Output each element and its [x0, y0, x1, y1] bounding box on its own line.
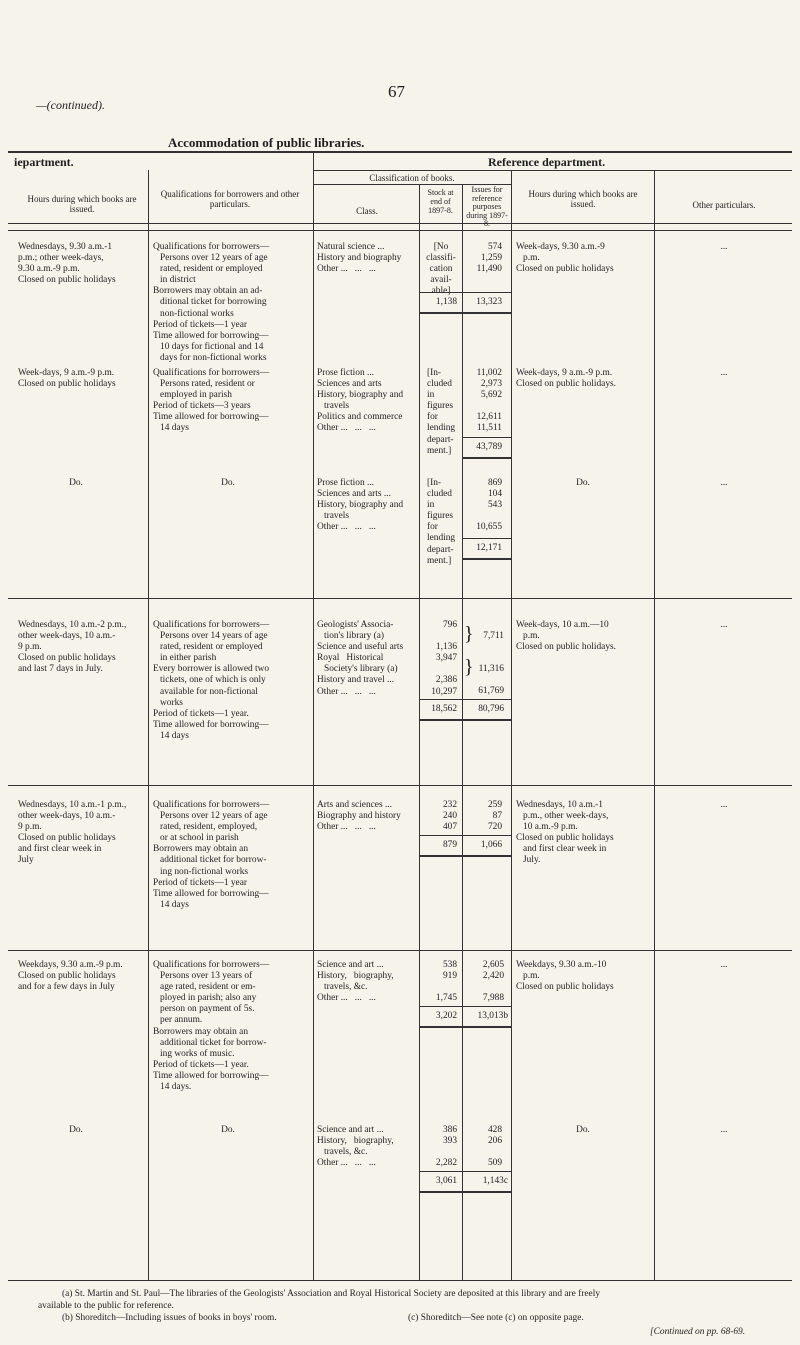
total-rule: [420, 1171, 511, 1172]
col-line-1: [148, 170, 149, 1280]
col-line-3: [419, 184, 420, 1280]
block-4-issues-total: 80,796: [478, 704, 504, 714]
header-qualifications: Qualifications for borrowers and other particulars.: [160, 189, 300, 209]
block-3-classes: Prose fiction ... Sciences and arts ... History, biography and travels Other ... ... ...: [317, 478, 404, 533]
block-4-hours: Wednesdays, 10 a.m.-2 p.m., other week-days, 10 a.m.- 9 p.m. Closed on public holidays and last 7 days in July.: [18, 620, 127, 675]
block-4-issues-a: 7,711: [483, 631, 504, 641]
block-6-qualifications: Qualifications for borrowers— Persons over 13 years of age rated, resident or em- ployed in parish; also any person on payment of 5s. per annum. Borrowers may obtain an additional ticket for borrow- ing works of music. Period of tickets—1 year. Time allowed for borrowing— 14 days.: [153, 960, 270, 1093]
footnote-a: (a) St. Martin and St. Paul—The libraries of the Geologists' Association and Royal Historical Society are deposited at this library and are freely: [62, 1289, 601, 1299]
footnote-a-continued: available to the public for reference.: [38, 1301, 174, 1311]
block-6-stock: 538 919 1,745: [435, 960, 457, 1004]
block-6-other: ...: [720, 960, 728, 970]
continued-label: —(continued).: [36, 98, 105, 112]
block-5-hours-reference: Wednesdays, 10 a.m.-1 p.m., other week-days, 10 a.m.-9 p.m. Closed on public holidays and first clear week in July.: [516, 800, 614, 866]
col-line-6: [654, 170, 655, 1280]
block-rule: [8, 598, 792, 599]
header-stock: Stock at end of 1897-8.: [427, 188, 454, 215]
col-line-4: [462, 184, 463, 1280]
page-number: 67: [388, 82, 405, 101]
brace-glyph: }: [464, 656, 474, 678]
block-2-hours: Week-days, 9 a.m.-9 p.m. Closed on public holidays: [18, 368, 116, 390]
block-2-issues: 11,002 2,973 5,692 12,611 11,511: [476, 368, 502, 434]
block-5-issues-total: 1,066: [480, 840, 502, 850]
bottom-rule: [8, 1280, 792, 1281]
block-7-classes: Science and art ... History, biography, travels, &c. Other ... ... ...: [317, 1125, 394, 1169]
total-rule: [463, 437, 511, 438]
block-2-stock: [In- cluded in figures for lending depart- ment.]: [427, 368, 456, 456]
block-1-stock-total: 1,138: [435, 297, 457, 307]
col-line-5: [511, 170, 512, 1280]
total-rule: [420, 855, 511, 857]
footnote-c: (c) Shoreditch—See note (c) on opposite page.: [408, 1313, 584, 1323]
block-3-other: ...: [720, 478, 728, 488]
total-rule: [420, 1191, 511, 1193]
block-1-classes: Natural science ... History and biography Other ... ... ...: [317, 242, 402, 275]
block-3-stock: [In- cluded in figures for lending depart- ment.]: [427, 478, 456, 566]
total-rule: [463, 457, 511, 459]
block-3-qualifications: Do.: [221, 478, 235, 488]
total-rule: [420, 699, 511, 700]
header-bottom-rule: [8, 223, 792, 224]
total-rule: [463, 538, 511, 539]
block-7-issues: 428 206 509: [487, 1125, 502, 1169]
block-7-qualifications: Do.: [221, 1125, 235, 1135]
table-title: Accommodation of public libraries.: [168, 135, 365, 150]
total-rule: [420, 719, 511, 721]
block-5-issues: 259 87 720: [487, 800, 502, 833]
block-7-hours-reference: Do.: [576, 1125, 590, 1135]
total-rule: [420, 292, 511, 293]
col-line-2: [313, 151, 314, 1280]
block-7-issues-total: 1,143c: [482, 1176, 508, 1186]
total-rule: [420, 1026, 511, 1028]
total-rule: [463, 558, 511, 560]
block-6-hours: Weekdays, 9.30 a.m.-9 p.m. Closed on public holidays and for a few days in July: [18, 960, 123, 993]
block-4-issues-c: 61,769: [478, 686, 504, 696]
block-5-other: ...: [720, 800, 728, 810]
block-rule: [8, 230, 792, 231]
block-1-hours-reference: Week-days, 9.30 a.m.-9 p.m. Closed on public holidays: [516, 242, 614, 275]
block-6-issues-total: 13,013b: [477, 1011, 508, 1021]
block-7-stock-total: 3,061: [435, 1176, 457, 1186]
block-1-issues: 574 1,259 11,490: [476, 242, 502, 275]
block-6-issues: 2,605 2,420 7,988: [482, 960, 504, 1004]
block-5-stock: 232 240 407: [442, 800, 457, 833]
block-5-classes: Arts and sciences ... Biography and history Other ... ... ...: [317, 800, 401, 833]
block-rule: [8, 950, 792, 951]
block-3-hours: Do.: [69, 478, 83, 488]
block-4-stock-total: 18,562: [431, 704, 457, 714]
header-issues: Issues for reference purposes during 1897-8.: [466, 185, 508, 228]
block-5-hours: Wednesdays, 10 a.m.-1 p.m., other week-days, 10 a.m.- 9 p.m. Closed on public holidays and first clear week in July: [18, 800, 127, 866]
block-1-stock: [No classifi- cation avail- able]: [426, 242, 456, 297]
block-1-hours: Wednesdays, 9.30 a.m.-1 p.m.; other week-days, 9.30 a.m.-9 p.m. Closed on public holidays: [18, 242, 116, 286]
lending-department-heading: iepartment.: [14, 155, 74, 169]
top-rule: [8, 151, 792, 153]
dept-rule: [313, 170, 792, 171]
block-1-issues-total: 13,323: [476, 297, 502, 307]
block-2-issues-total: 43,789: [476, 442, 502, 452]
block-4-qualifications: Qualifications for borrowers— Persons over 14 years of age rated, resident or employed in either parish Every borrower is allowed two tickets, one of which is only available for non-fictional works Period of tickets—1 year. Time allowed for borrowing— 14 days: [153, 620, 270, 741]
block-6-stock-total: 3,202: [435, 1011, 457, 1021]
block-1-other: ...: [720, 242, 728, 252]
block-1-qualifications: Qualifications for borrowers— Persons over 12 years of age rated, resident or employed in district Borrowers may obtain an ad- ditional ticket for borrowing non-fictional works Period of tickets—1 year Time allowed for borrowing— 10 days for fictional and 14 days for non-fictional works: [153, 242, 270, 363]
block-rule: [8, 785, 792, 786]
brace-glyph: }: [464, 623, 474, 645]
block-3-issues-total: 12,171: [476, 543, 502, 553]
continued-note: [Continued on pp. 68-69.: [650, 1327, 746, 1337]
block-7-hours: Do.: [69, 1125, 83, 1135]
total-rule: [420, 835, 511, 836]
header-hours-reference: Hours during which books are issued.: [528, 189, 638, 209]
block-5-qualifications: Qualifications for borrowers— Persons over 12 years of age rated, resident, employed, or at school in parish Borrowers may obtain an additional ticket for borrow- ing non-fictional works Period of tickets—1 year Time allowed for borrowing— 14 days: [153, 800, 270, 910]
block-2-classes: Prose fiction ... Sciences and arts History, biography and travels Politics and commerce Other ... ... ...: [317, 368, 404, 434]
block-4-issues-b: 11,316: [478, 664, 504, 674]
block-7-stock: 386 393 2,282: [435, 1125, 457, 1169]
block-4-other: ...: [720, 620, 728, 630]
header-hours-lending: Hours during which books are issued.: [27, 194, 137, 214]
block-4-classes: Geologists' Associa- tion's library (a) Science and useful arts Royal Historical Society's library (a) History and travel ... Other ... ... ...: [317, 620, 404, 697]
total-rule: [420, 312, 511, 314]
block-5-stock-total: 879: [442, 840, 457, 850]
block-6-classes: Science and art ... History, biography, travels, &c. Other ... ... ...: [317, 960, 394, 1004]
footnote-b: (b) Shoreditch—Including issues of books in boys' room.: [62, 1313, 277, 1323]
block-6-hours-reference: Weekdays, 9.30 a.m.-10 p.m. Closed on public holidays: [516, 960, 614, 993]
block-4-hours-reference: Week-days, 10 a.m.—10 p.m. Closed on public holidays.: [516, 620, 616, 653]
block-4-stock: 796 1,136 3,947 2,386 10,297: [431, 620, 457, 697]
header-class: Class.: [356, 206, 378, 216]
header-other: Other particulars.: [692, 200, 756, 210]
block-3-hours-reference: Do.: [576, 478, 590, 488]
block-2-hours-reference: Week-days, 9 a.m.-9 p.m. Closed on public holidays.: [516, 368, 616, 390]
reference-department-heading: Reference department.: [488, 155, 606, 169]
block-2-qualifications: Qualifications for borrowers— Persons rated, resident or employed in parish Period of tickets—3 years Time allowed for borrowing— 14 days: [153, 368, 270, 434]
block-2-other: ...: [720, 368, 728, 378]
header-classification: Classification of books.: [369, 173, 455, 183]
block-7-other: ...: [720, 1125, 728, 1135]
block-3-issues: 869 104 543 10,655: [476, 478, 502, 533]
total-rule: [420, 1006, 511, 1007]
